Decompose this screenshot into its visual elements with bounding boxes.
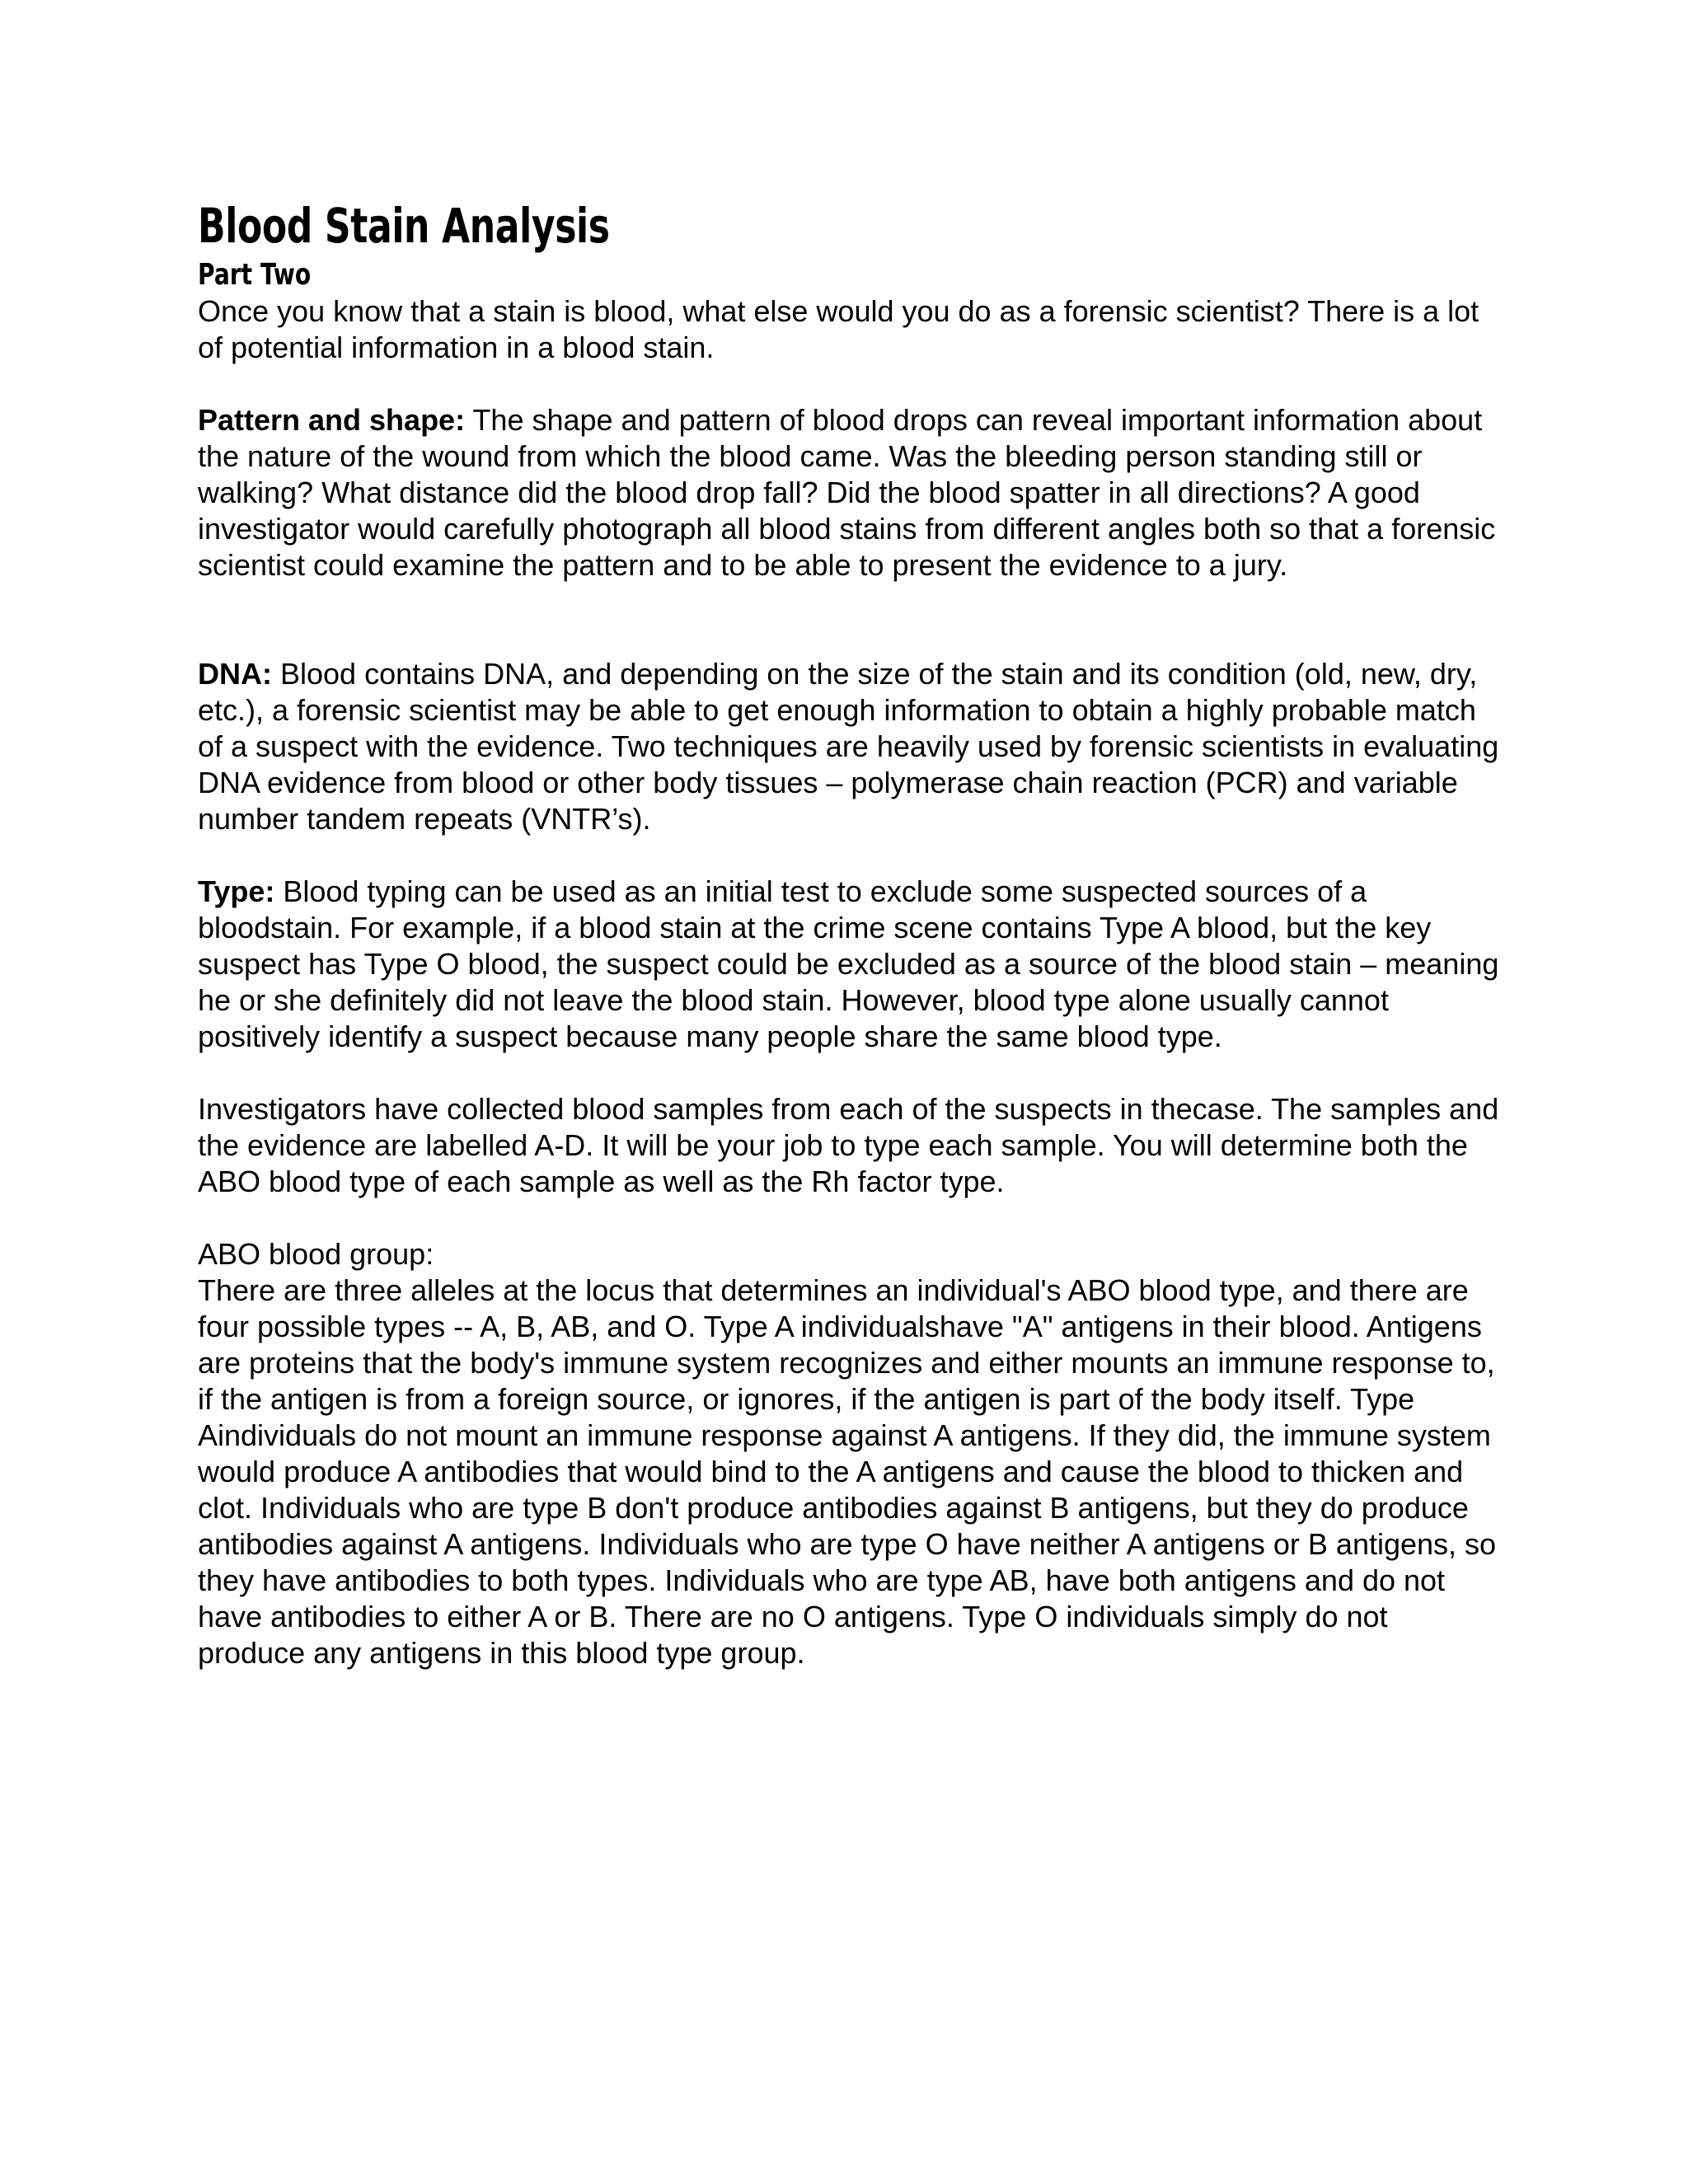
spacer — [198, 583, 1500, 656]
abo-paragraph: There are three alleles at the locus that determines an individual's ABO blood type, and there are four possible types -- A, B, AB, and O. Type A individualshave "A" antigens in their blood. Antigens are proteins that the body's immune system recognizes and either mounts an immune response to, if the antigen is from a foreign source, or ignores, if the antigen is part of the body itself. Type Aindividuals do not mount an immune response against A antigens. If they did, the immune system would produce A antibodies that would bind to the A antigens and cause the blood to thicken and clot. Individuals who are type B don't produce antibodies against B antigens, but they do produce antibodies against A antigens. Individuals who are type O have neither A antigens or B antigens, so they have antibodies to both types. Individuals who are type AB, have both antigens and do not have antibodies to either A or B. There are no O antigens. Type O individuals simply do not produce any antigens in this blood type group. — [198, 1273, 1497, 1670]
pattern-text: The shape and pattern of blood drops can reveal important information about the nature of the wound from which the blood came. Was the bleeding person standing still or walking? What distance did the blood drop fall? Did the blood spatter in all directions? A good investigator would carefully photograph all blood stains from different angles both so that a forensic scientist could examine the pattern and to be able to present the evidence to a jury. — [198, 403, 1496, 582]
pattern-label: Pattern and shape: — [198, 403, 466, 437]
dna-paragraph — [198, 656, 1500, 837]
dna-label: DNA: — [198, 657, 272, 691]
spacer — [198, 366, 1500, 402]
spacer — [198, 837, 1500, 874]
investigators-paragraph: Investigators have collected blood samples from each of the suspects in thecase. The samples and the evidence are labelled A-D. It will be your job to type each sample. You will determine both the ABO blood type of each sample as well as the Rh factor type. — [198, 1092, 1499, 1198]
pattern-paragraph — [198, 402, 1500, 583]
spacer — [198, 1055, 1500, 1091]
dna-text: Blood contains DNA, and depending on the size of the stain and its condition (old, new, dry, etc.), a forensic scientist may be able to get enough information to obtain a highly probable match of a suspect with the evidence. Two techniques are heavily used by forensic scientists in evaluating DNA evidence from blood or other body tissues – polymerase chain reaction (PCR) and variable number tandem repeats (VNTR’s). — [198, 657, 1499, 836]
type-paragraph — [198, 874, 1500, 1055]
intro-paragraph: Once you know that a stain is blood, what else would you do as a forensic scientist? There is a lot of potential information in a blood stain. — [198, 294, 1479, 364]
document-title: Blood Stain Analysis — [198, 198, 610, 254]
type-text: Blood typing can be used as an initial test to exclude some suspected sources of a bloodstain. For example, if a blood stain at the crime scene contains Type A blood, but the key suspect has Type O blood, the suspect could be excluded as a source of the blood stain – meaning he or she definitely did not leave the blood stain. However, blood type alone usually cannot positively identify a suspect because many people share the same blood type. — [198, 874, 1499, 1053]
document-page — [198, 194, 1500, 1671]
spacer — [198, 1200, 1500, 1236]
abo-heading: ABO blood group: — [198, 1237, 434, 1271]
document-subtitle: Part Two — [198, 258, 312, 292]
type-label: Type: — [198, 874, 275, 908]
